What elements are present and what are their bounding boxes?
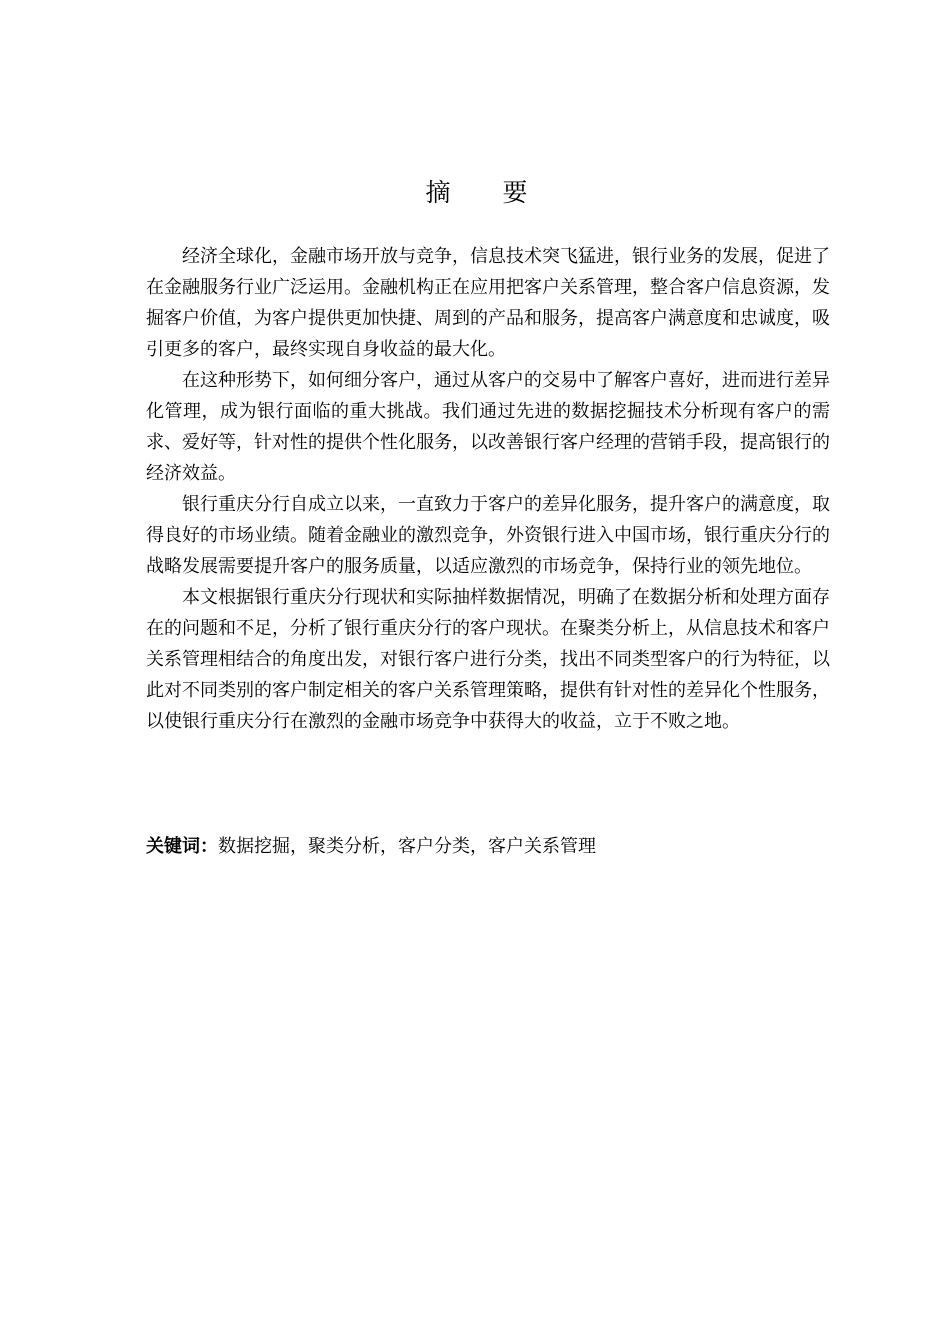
abstract-body bbox=[146, 241, 830, 737]
paragraph-3: 银行重庆分行自成立以来，一直致力于客户的差异化服务，提升客户的满意度，取得良好的市场业绩。随着金融业的激烈竞争，外资银行进入中国市场，银行重庆分行的战略发展需要提升客户的服务质量，以适应激烈的市场竞争，保持行业的领先地位。 bbox=[146, 494, 830, 577]
paragraph-4: 本文根据银行重庆分行现状和实际抽样数据情况，明确了在数据分析和处理方面存在的问题和不足，分析了银行重庆分行的客户现状。在聚类分析上，从信息技术和客户关系管理相结合的角度出发，对银行客户进行分类，找出不同类型客户的行为特征，以此对不同类别的客户制定相关的客户关系管理策略，提供有针对性的差异化个性服务，以使银行重庆分行在激烈的金融市场竞争中获得大的收益，立于不败之地。 bbox=[146, 587, 830, 732]
keywords-label: 关键词： bbox=[146, 836, 218, 857]
keywords-text: 数据挖掘，聚类分析，客户分类，客户关系管理 bbox=[218, 836, 596, 857]
paragraph-1: 经济全球化，金融市场开放与竞争，信息技术突飞猛进，银行业务的发展，促进了在金融服务行业广泛运用。金融机构正在应用把客户关系管理，整合客户信息资源，发掘客户价值，为客户提供更加快捷、周到的产品和服务，提高客户满意度和忠诚度，吸引更多的客户，最终实现自身收益的最大化。 bbox=[146, 246, 830, 360]
abstract-title: 摘 要 bbox=[425, 178, 550, 207]
keywords-line bbox=[146, 832, 836, 862]
paragraph-2: 在这种形势下，如何细分客户，通过从客户的交易中了解客户喜好，进而进行差异化管理，成为银行面临的重大挑战。我们通过先进的数据挖掘技术分析现有客户的需求、爱好等，针对性的提供个性化服务，以改善银行客户经理的营销手段，提高银行的经济效益。 bbox=[146, 370, 830, 484]
